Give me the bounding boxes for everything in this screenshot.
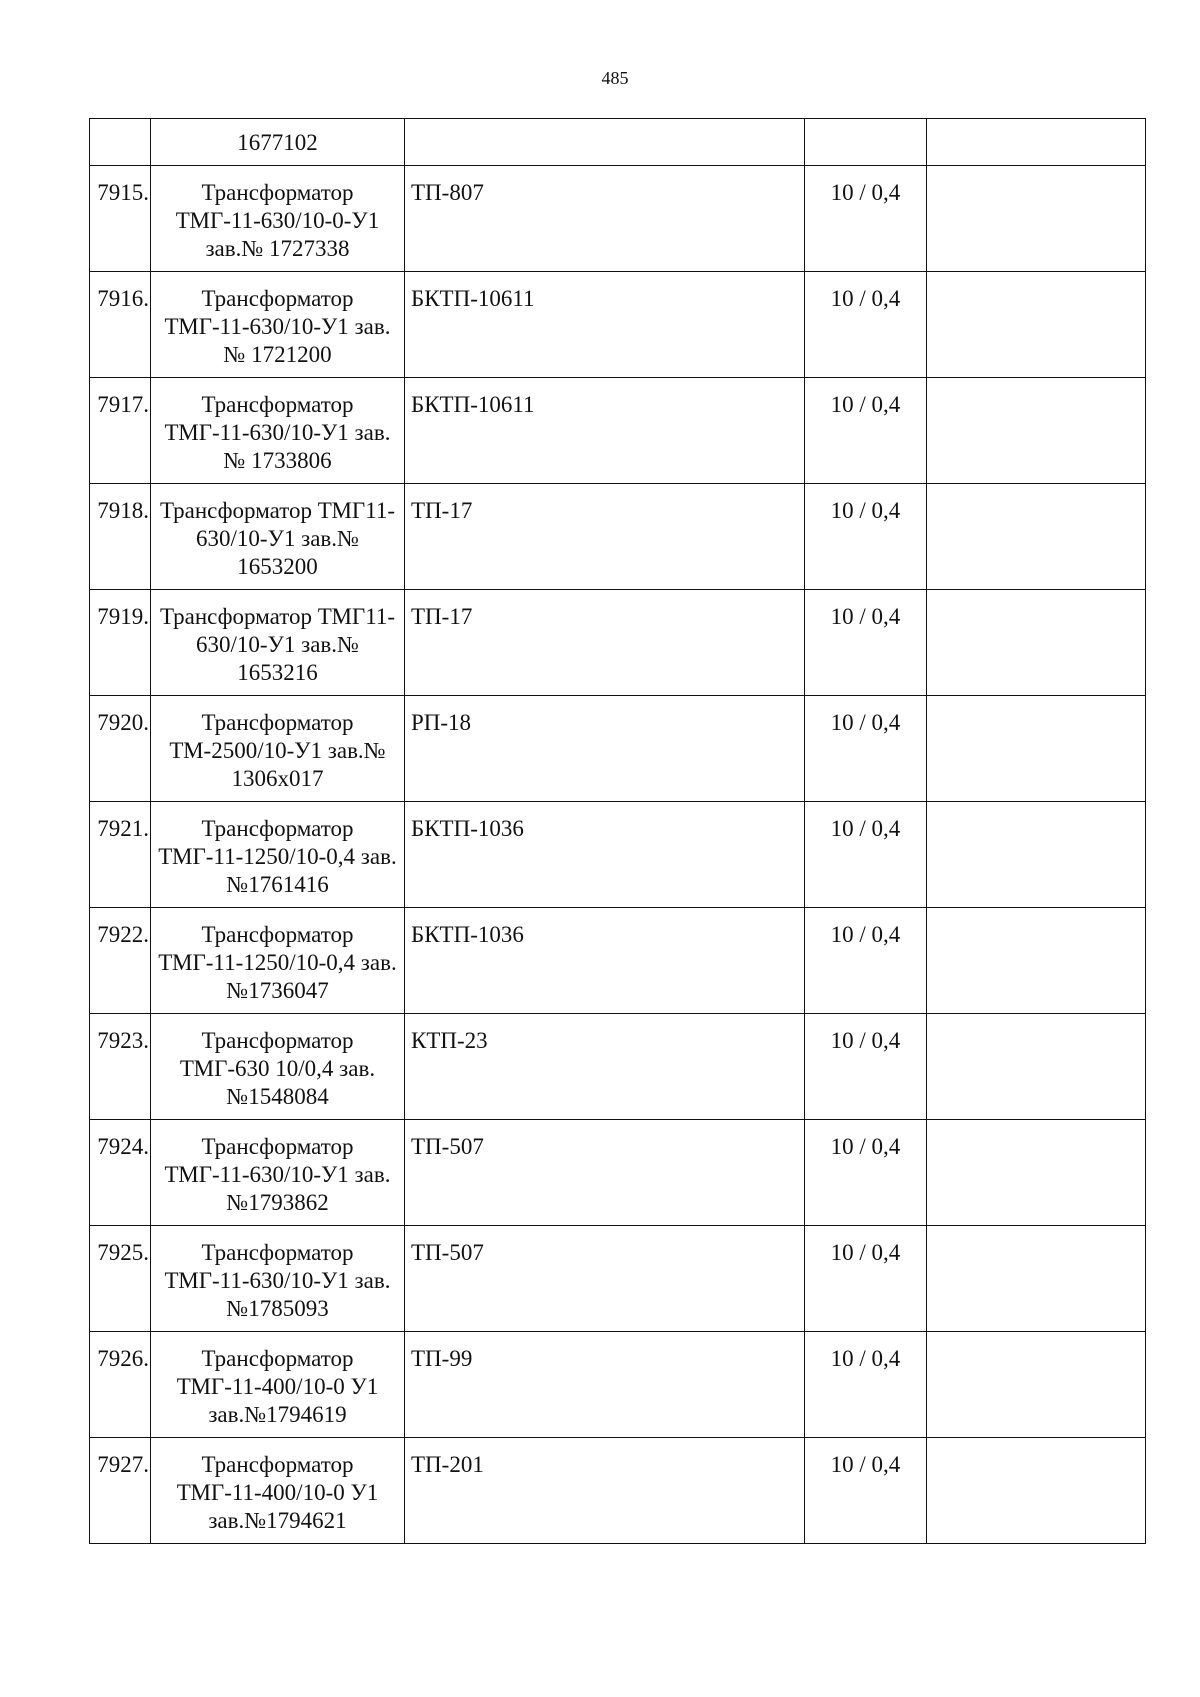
location-cell: КТП-23	[405, 1014, 805, 1120]
equipment-name-cell: Трансформатор ТМГ-11-400/10-0 У1 зав.№1794619	[151, 1332, 405, 1438]
table-row	[90, 166, 1146, 272]
location-cell: БКТП-10611	[405, 272, 805, 378]
equipment-name-cell: Трансформатор ТМГ11-630/10-У1 зав.№ 1653200	[151, 484, 405, 590]
voltage-cell: 10 / 0,4	[805, 908, 927, 1014]
row-number-cell: 7916.	[90, 272, 151, 378]
extra-cell	[927, 1332, 1146, 1438]
table-row	[90, 1120, 1146, 1226]
extra-cell	[927, 802, 1146, 908]
table-row	[90, 484, 1146, 590]
voltage-cell: 10 / 0,4	[805, 166, 927, 272]
voltage-cell: 10 / 0,4	[805, 378, 927, 484]
table-row	[90, 119, 1146, 166]
location-cell: БКТП-1036	[405, 802, 805, 908]
page-number: 485	[601, 68, 629, 88]
extra-cell	[927, 272, 1146, 378]
equipment-table	[89, 118, 1146, 1544]
table-row	[90, 908, 1146, 1014]
equipment-name-cell: Трансформатор ТМГ-11-630/10-У1 зав.№ 1721200	[151, 272, 405, 378]
equipment-name-cell: Трансформатор ТМГ-11-630/10-У1 зав.№1793862	[151, 1120, 405, 1226]
voltage-cell: 10 / 0,4	[805, 802, 927, 908]
row-number-cell: 7915.	[90, 166, 151, 272]
location-cell: ТП-201	[405, 1438, 805, 1544]
table-row	[90, 696, 1146, 802]
extra-cell	[927, 1226, 1146, 1332]
equipment-name-cell: Трансформатор ТМГ-11-630/10-0-У1 зав.№ 1727338	[151, 166, 405, 272]
table-row	[90, 802, 1146, 908]
table-row	[90, 1332, 1146, 1438]
equipment-name-cell: Трансформатор ТМГ11-630/10-У1 зав.№ 1653216	[151, 590, 405, 696]
equipment-name-cell: Трансформатор ТМГ-630 10/0,4 зав.№1548084	[151, 1014, 405, 1120]
row-number-cell: 7927.	[90, 1438, 151, 1544]
table-body	[90, 119, 1146, 1544]
row-number-cell: 7917.	[90, 378, 151, 484]
voltage-cell: 10 / 0,4	[805, 1438, 927, 1544]
location-cell: ТП-807	[405, 166, 805, 272]
voltage-cell: 10 / 0,4	[805, 1120, 927, 1226]
row-number-cell: 7918.	[90, 484, 151, 590]
row-number-cell: 7923.	[90, 1014, 151, 1120]
row-number-cell: 7926.	[90, 1332, 151, 1438]
row-number-cell: 7922.	[90, 908, 151, 1014]
equipment-name-cell: Трансформатор ТМГ-11-1250/10-0,4 зав.№1761416	[151, 802, 405, 908]
equipment-name-cell: Трансформатор ТМГ-11-400/10-0 У1 зав.№1794621	[151, 1438, 405, 1544]
table-row	[90, 1438, 1146, 1544]
voltage-cell: 10 / 0,4	[805, 590, 927, 696]
location-cell: ТП-17	[405, 484, 805, 590]
voltage-cell: 10 / 0,4	[805, 1332, 927, 1438]
location-cell: ТП-507	[405, 1120, 805, 1226]
table-row	[90, 1226, 1146, 1332]
equipment-name-cell: Трансформатор ТМГ-11-630/10-У1 зав.№1785093	[151, 1226, 405, 1332]
table-row	[90, 272, 1146, 378]
extra-cell	[927, 166, 1146, 272]
equipment-name-cell: Трансформатор ТМ-2500/10-У1 зав.№ 1306х017	[151, 696, 405, 802]
extra-cell	[927, 378, 1146, 484]
row-number-cell: 7919.	[90, 590, 151, 696]
voltage-cell: 10 / 0,4	[805, 1226, 927, 1332]
table-row	[90, 590, 1146, 696]
extra-cell	[927, 484, 1146, 590]
location-cell: РП-18	[405, 696, 805, 802]
equipment-name-cell: 1677102	[151, 119, 405, 166]
extra-cell	[927, 590, 1146, 696]
extra-cell	[927, 1014, 1146, 1120]
location-cell: БКТП-1036	[405, 908, 805, 1014]
extra-cell	[927, 696, 1146, 802]
voltage-cell: 10 / 0,4	[805, 1014, 927, 1120]
extra-cell	[927, 908, 1146, 1014]
location-cell	[405, 119, 805, 166]
extra-cell	[927, 1438, 1146, 1544]
equipment-name-cell: Трансформатор ТМГ-11-1250/10-0,4 зав.№1736047	[151, 908, 405, 1014]
row-number-cell: 7924.	[90, 1120, 151, 1226]
location-cell: ТП-17	[405, 590, 805, 696]
row-number-cell: 7925.	[90, 1226, 151, 1332]
voltage-cell	[805, 119, 927, 166]
voltage-cell: 10 / 0,4	[805, 484, 927, 590]
location-cell: ТП-99	[405, 1332, 805, 1438]
row-number-cell: 7921.	[90, 802, 151, 908]
table-row	[90, 378, 1146, 484]
location-cell: БКТП-10611	[405, 378, 805, 484]
row-number-cell	[90, 119, 151, 166]
voltage-cell: 10 / 0,4	[805, 272, 927, 378]
table-row	[90, 1014, 1146, 1120]
extra-cell	[927, 119, 1146, 166]
location-cell: ТП-507	[405, 1226, 805, 1332]
voltage-cell: 10 / 0,4	[805, 696, 927, 802]
extra-cell	[927, 1120, 1146, 1226]
row-number-cell: 7920.	[90, 696, 151, 802]
equipment-name-cell: Трансформатор ТМГ-11-630/10-У1 зав.№ 1733806	[151, 378, 405, 484]
